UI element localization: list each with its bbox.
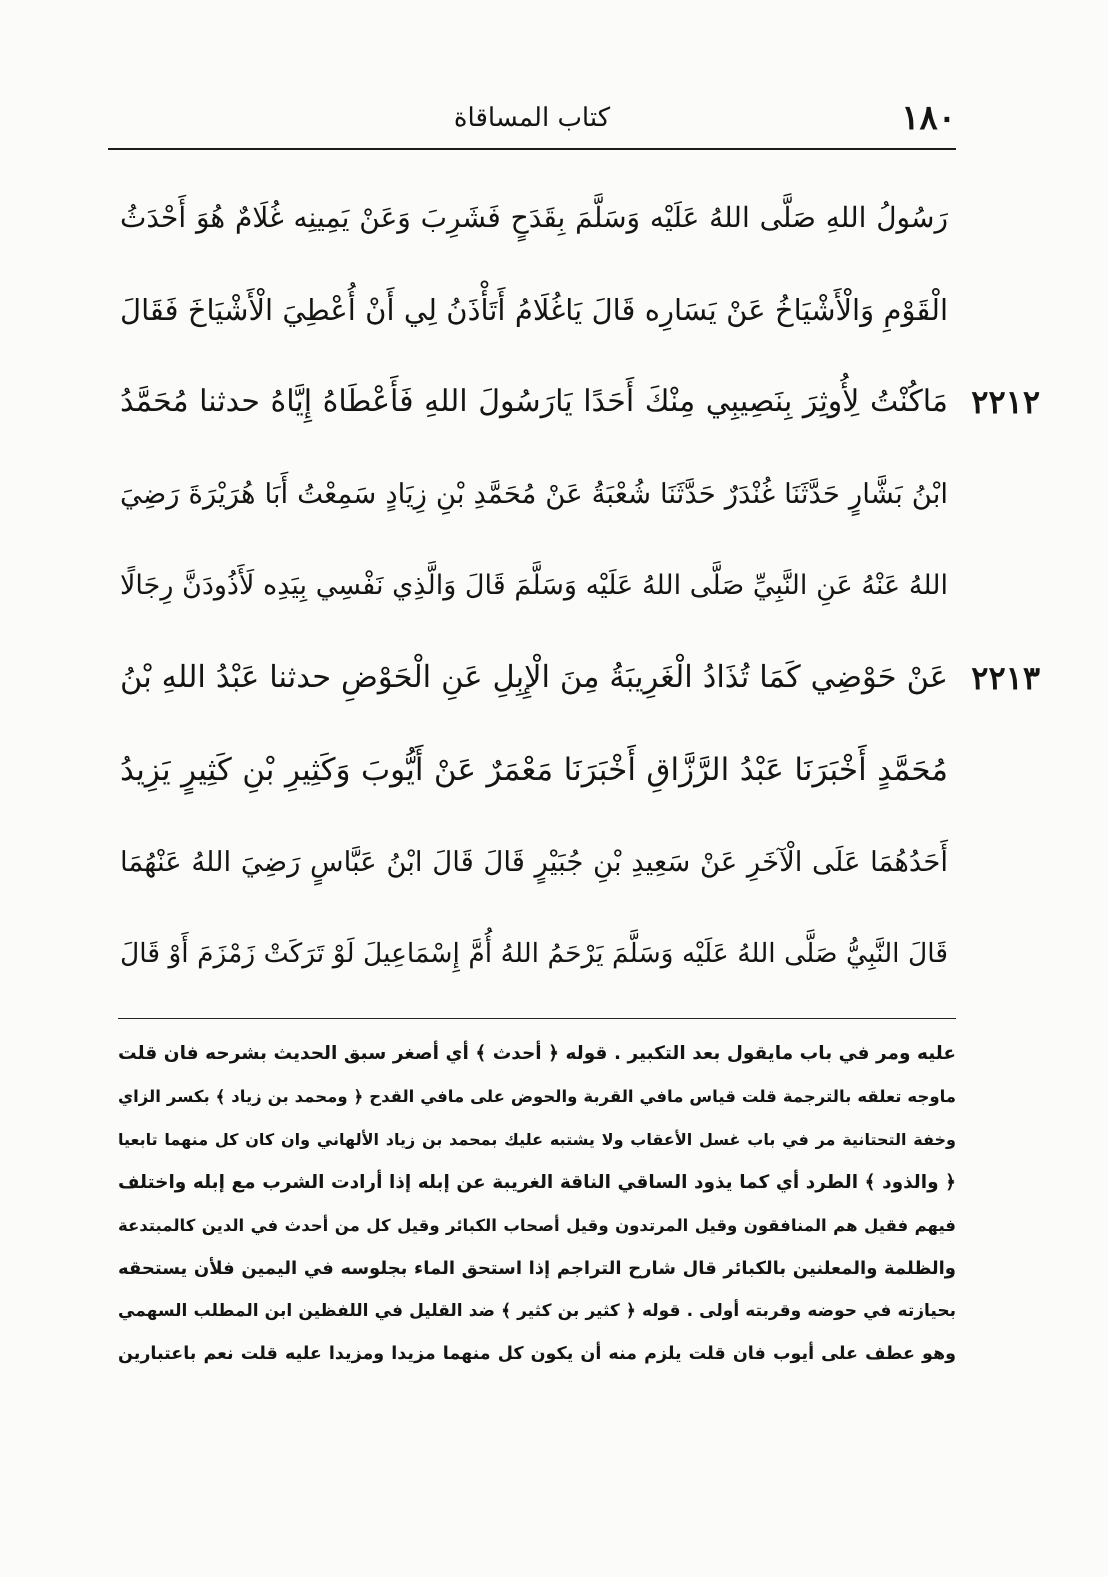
commentary	[118, 1032, 956, 1376]
line-text: مَاكُنْتُ لِأُوثِرَ بِنَصِيبِي مِنْكَ أَحَدًا يَارَسُولَ اللهِ فَأَعْطَاهُ إِيَّاهُ حدثنا مُحَمَّدُ	[120, 384, 948, 419]
commentary-line: ﴿ والذود ﴾ الطرد أي كما يذود الساقي الناقة الغريبة عن إبله إذا أرادت الشرب مع إبله واختلف	[118, 1172, 956, 1193]
hadith-number: ٢٢١٢	[971, 383, 1040, 421]
text-line	[120, 540, 948, 632]
commentary-line: ماوجه تعلقه بالترجمة قلت قياس مافي القربة والحوض على مافي القدح ﴿ ومحمد بن زياد ﴾ بكسر الزاي	[118, 1087, 956, 1106]
text-line	[120, 908, 948, 1000]
page-header	[108, 92, 956, 144]
line-text: ابْنُ بَشَّارٍ حَدَّثَنَا غُنْدَرٌ حَدَّثَنَا شُعْبَةُ عَنْ مُحَمَّدِ بْنِ زِيَادٍ سَمِعْتُ أَبَا هُرَيْرَةَ رَضِيَ	[120, 478, 948, 510]
line-text: الْقَوْمِ وَالْأَشْيَاخُ عَنْ يَسَارِه قَالَ يَاغُلَامُ أَتَأْذَنُ لِي أَنْ أُعْطِيَ الْأَشْيَاخَ فَقَالَ	[120, 293, 948, 327]
text-line	[120, 632, 1040, 724]
commentary-line: عليه ومر في باب مايقول بعد التكبير . قوله ﴿ أحدث ﴾ أي أصغر سبق الحديث بشرحه فان قلت	[118, 1043, 956, 1064]
commentary-line: والظلمة والمعلنين بالكبائر قال شارح التراجم إذا استحق الماء بجلوسه في اليمين فلأن يستحقه	[118, 1258, 956, 1279]
text-line	[120, 448, 948, 540]
header-divider	[108, 148, 956, 150]
text-line	[120, 724, 948, 816]
commentary-line: فيهم فقيل هم المنافقون وقيل المرتدون وقيل أصحاب الكبائر وقيل كل من أحدث في الدين كالمبتدعة	[118, 1216, 956, 1235]
page-number: ١٨٠	[901, 98, 956, 138]
commentary-divider	[118, 1018, 956, 1019]
text-line	[120, 264, 948, 356]
line-text: اللهُ عَنْهُ عَنِ النَّبِيِّ صَلَّى اللهُ عَلَيْه وَسَلَّمَ قَالَ وَالَّذِي نَفْسِي بِيَدِه لَأَذُودَنَّ رِجَالًا	[120, 570, 948, 601]
line-text: عَنْ حَوْضِي كَمَا تُذَادُ الْغَرِيبَةُ مِنَ الْإِبِلِ عَنِ الْحَوْضِ حدثنا عَبْدُ اللهِ بْنُ	[120, 660, 948, 695]
text-line	[120, 356, 1040, 448]
hadith-number: ٢٢١٣	[971, 659, 1040, 697]
hadith-text	[120, 172, 1040, 1000]
text-line	[120, 172, 948, 264]
commentary-line: بحيازته في حوضه وقربته أولى . قوله ﴿ كثير بن كثير ﴾ ضد القليل في اللفظين ابن المطلب السهمي	[118, 1301, 956, 1321]
line-text: مُحَمَّدٍ أَخْبَرَنَا عَبْدُ الرَّزَّاقِ أَخْبَرَنَا مَعْمَرٌ عَنْ أَيُّوبَ وَكَثِيرِ بْنِ كَثِيرٍ يَزِيدُ	[120, 752, 948, 788]
running-title: كتاب المساقاة	[453, 103, 611, 133]
line-text: قَالَ النَّبِيُّ صَلَّى اللهُ عَلَيْه وَسَلَّمَ يَرْحَمُ اللهُ أُمَّ إِسْمَاعِيلَ لَوْ تَرَكَتْ زَمْزَمَ أَوْ قَالَ	[120, 938, 948, 969]
line-text: أَحَدُهُمَا عَلَى الْآخَرِ عَنْ سَعِيدِ بْنِ جُبَيْرٍ قَالَ قَالَ ابْنُ عَبَّاسٍ رَضِيَ اللهُ عَنْهُمَا	[120, 846, 948, 878]
line-text: رَسُولُ اللهِ صَلَّى اللهُ عَلَيْه وَسَلَّمَ بِقَدَحٍ فَشَرِبَ وَعَنْ يَمِينِه غُلَامٌ هُوَ أَحْدَثُ	[120, 201, 948, 234]
commentary-line: وهو عطف على أيوب فان قلت يلزم منه أن يكون كل منهما مزيدا ومزيدا عليه قلت نعم باعتبارين	[118, 1344, 956, 1364]
text-line	[120, 816, 948, 908]
commentary-line: وخفة التحتانية مر في باب غسل الأعقاب ولا يشتبه عليك بمحمد بن زياد الألهاني وان كان كل منهما تابعيا	[118, 1130, 956, 1149]
